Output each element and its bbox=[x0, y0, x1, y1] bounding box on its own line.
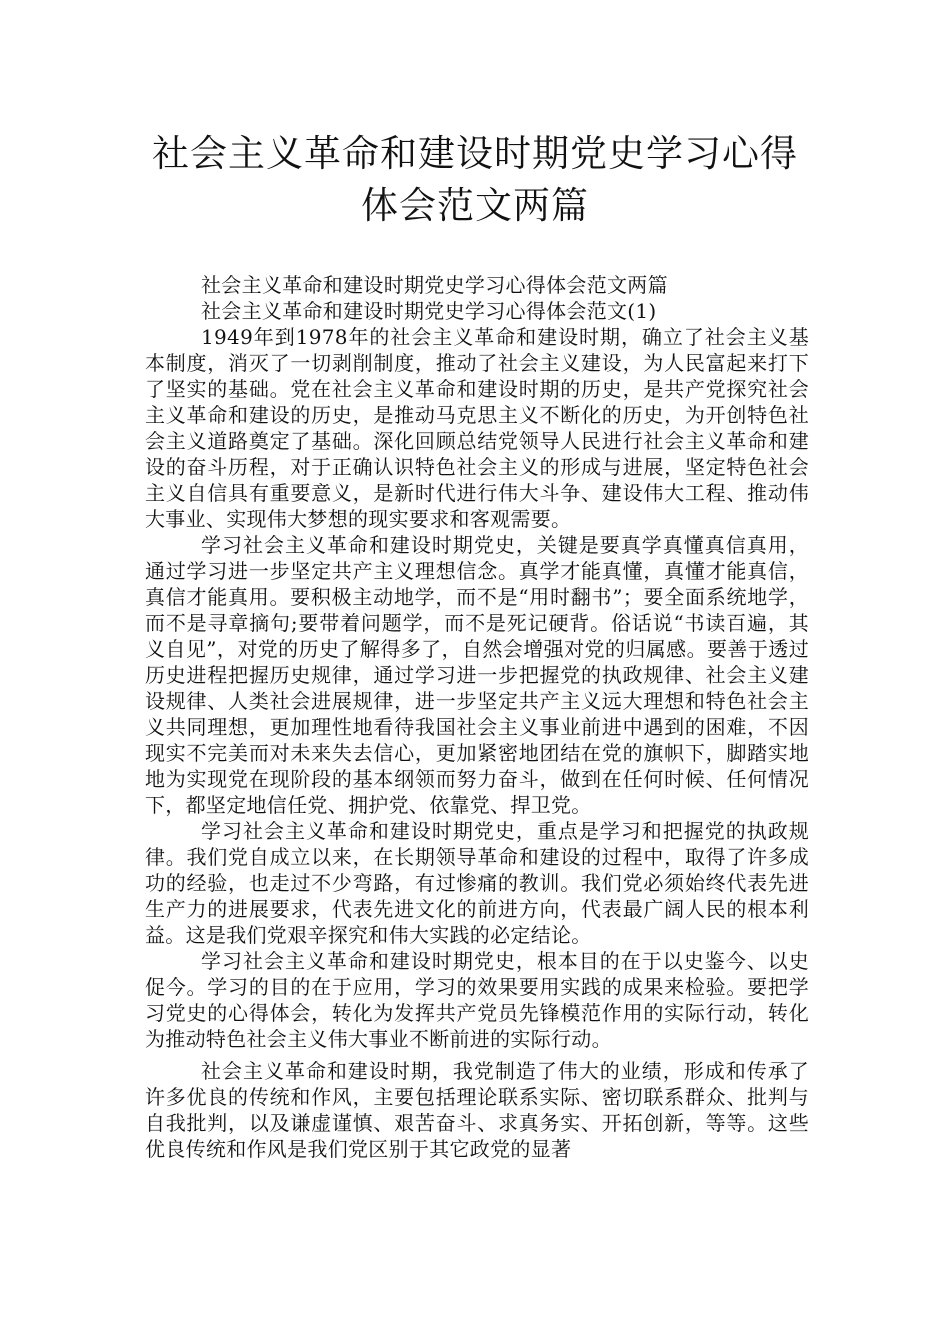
document-title: 社会主义革命和建设时期党史学习心得体会范文两篇 bbox=[152, 132, 798, 227]
paragraph: 社会主义革命和建设时期，我党制造了伟大的业绩，形成和传承了许多优良的传统和作风，主要包括理论联系实际、密切联系群众、批判与自我批判，以及谦虚谨慎、艰苦奋斗、求真务实、开拓创新，等等。这些优良传统和作风是我们党区别于其它政党的显著 bbox=[145, 1059, 809, 1161]
paragraph: 学习社会主义革命和建设时期党史，关键是要真学真懂真信真用，通过学习进一步坚定共产主义理想信念。真学才能真懂，真懂才能真信，真信才能真用。要积极主动地学，而不是“用时翻书”；要全面系统地学，而不是寻章摘句;要带着问题学，而不是死记硬背。俗话说“书读百遍，其义自见”，对党的历史了解得多了，自然会增强对党的归属感。要善于透过历史进程把握历史规律，通过学习进一步把握党的执政规律、社会主义建设规律、人类社会进展规律，进一步坚定共产主义远大理想和特色社会主义共同理想，更加理性地看待我国社会主义事业前进中遇到的困难，不因现实不完美而对未来失去信心，更加紧密地团结在党的旗帜下，脚踏实地地为实现党在现阶段的基本纲领而努力奋斗，做到在任何时候、任何情况下，都坚定地信任党、拥护党、依靠党、捍卫党。 bbox=[145, 533, 809, 817]
paragraph: 1949年到1978年的社会主义革命和建设时期，确立了社会主义基本制度，消灭了一切剥削制度，推动了社会主义建设，为人民富起来打下了坚实的基础。党在社会主义革命和建设时期的历史，是共产党探究社会主义革命和建设的历史，是推动马克思主义不断化的历史，为开创特色社会主义道路奠定了基础。深化回顾总结党领导人民进行社会主义革命和建设的奋斗历程，对于正确认识特色社会主义的形成与进展，坚定特色社会主义自信具有重要意义，是新时代进行伟大斗争、建设伟大工程、推动伟大事业、实现伟大梦想的现实要求和客观需要。 bbox=[145, 325, 809, 531]
paragraph-heading: 社会主义革命和建设时期党史学习心得体会范文两篇 bbox=[201, 273, 668, 297]
paragraph: 学习社会主义革命和建设时期党史，重点是学习和把握党的执政规律。我们党自成立以来，在长期领导革命和建设的过程中，取得了许多成功的经验，也走过不少弯路，有过惨痛的教训。我们党必须始终代表先进生产力的进展要求，代表先进文化的前进方向，代表最广阔人民的根本利益。这是我们党艰辛探究和伟大实践的必定结论。 bbox=[145, 819, 809, 947]
paragraph: 学习社会主义革命和建设时期党史，根本目的在于以史鉴今、以史促今。学习的目的在于应用，学习的效果要用实践的成果来检验。要把学习党史的心得体会，转化为发挥共产党员先锋模范作用的实际行动，转化为推动特色社会主义伟大事业不断前进的实际行动。 bbox=[145, 949, 809, 1051]
paragraph-subheading: 社会主义革命和建设时期党史学习心得体会范文(1) bbox=[201, 299, 657, 323]
document-body bbox=[145, 272, 809, 1162]
